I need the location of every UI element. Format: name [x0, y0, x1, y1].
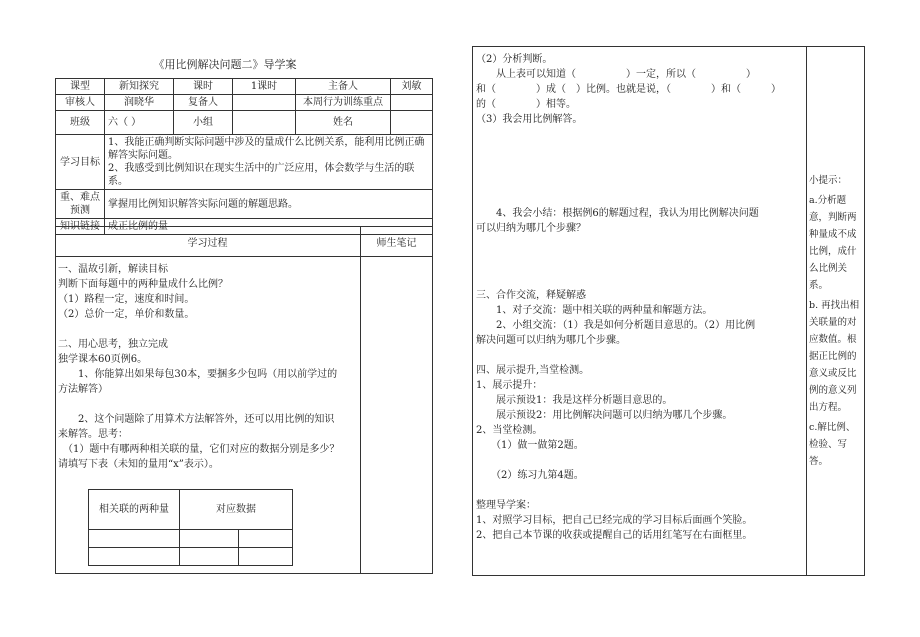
left-line: 方法解答） — [58, 384, 108, 395]
cell-group — [233, 111, 296, 135]
cell-coprep-label: 复备人 — [174, 95, 233, 111]
data-table-col2: 对应数据 — [180, 490, 293, 530]
left-line: 请填写下表（未知的量用“x”表示）。 — [58, 459, 219, 470]
right-line: 整理导学案： — [476, 500, 536, 511]
right-line — [476, 348, 755, 363]
right-line: 1、展示提升： — [476, 380, 543, 391]
cell-period-label: 课时 — [174, 79, 233, 95]
cell-reviewer-label: 审核人 — [56, 95, 105, 111]
data-table — [88, 489, 293, 566]
left-line: 一、温故引新，解读目标 — [58, 264, 168, 275]
cell-group-label: 小组 — [174, 111, 233, 135]
right-mid-content — [476, 206, 759, 236]
right-line: 和（ ）成（ ）比例。也就是说，（ ）和（ ） — [476, 84, 781, 95]
left-line — [58, 397, 339, 412]
right-line: （3）我会用比例解答。 — [476, 114, 583, 125]
left-line: （1）题中有哪两种相关联的量，它们对应的数据分别是多少？ — [58, 444, 340, 455]
right-line: 可以归纳为哪几个步骤？ — [476, 223, 586, 234]
right-line: 四、展示提升,当堂检测。 — [476, 365, 590, 376]
cell-reviewer: 润晓华 — [105, 95, 174, 111]
left-content — [58, 262, 339, 472]
right-line — [476, 453, 755, 468]
right-line — [476, 483, 755, 498]
right-line: 展示预设1：我是这样分析题目意思的。 — [476, 395, 673, 406]
tip-c: c.解比例、检验、写答。 — [809, 422, 856, 467]
data-table-cell[interactable] — [180, 548, 239, 566]
left-line: 独学课本60页例6。 — [58, 354, 148, 365]
cell-weekly-focus-label: 本周行为训练重点 — [296, 95, 391, 111]
cell-weekly-focus — [391, 95, 433, 111]
right-line: （1）做一做第2题。 — [476, 440, 584, 451]
notes-heading: 师生笔记 — [376, 238, 417, 249]
left-line: 2、这个问题除了用算术方法解答外，还可以用比例的知识 — [58, 414, 335, 425]
left-line: 来解答。思考： — [58, 429, 128, 440]
goal-1: 1、我能正确判断实际问题中涉及的量成什么比例关系，能利用比例正确解答实际问题。 — [108, 137, 425, 161]
right-line: 1、对照学习目标，把自己已经完成的学习目标后面画个笑脸。 — [476, 515, 753, 526]
tips-panel — [809, 172, 863, 470]
page-title: 《用比例解决问题二》导学案 — [153, 58, 297, 71]
cell-period: 1课时 — [233, 79, 296, 95]
cell-preparer-label: 主备人 — [296, 79, 391, 95]
data-table-cell[interactable] — [239, 530, 293, 548]
data-table-cell[interactable] — [239, 548, 293, 566]
cell-lesson-type: 新知探究 — [105, 79, 174, 95]
data-table-cell[interactable] — [89, 530, 180, 548]
right-line: 解决问题可以归纳为哪几个步骤。 — [476, 335, 626, 346]
cell-name-label: 姓名 — [296, 111, 391, 135]
cell-goals-label: 学习目标 — [56, 135, 105, 190]
right-line: 2、当堂检测。 — [476, 425, 543, 436]
cell-lesson-type-label: 课型 — [56, 79, 105, 95]
cell-key: 掌握用比例知识解答实际问题的解题思路。 — [105, 190, 433, 219]
process-heading: 学习过程 — [187, 238, 228, 249]
left-line: 判断下面每题中的两种量成什么比例？ — [58, 279, 228, 290]
right-low-content — [476, 288, 755, 543]
right-line: 1、对子交流：题中相关联的两种量和解题方法。 — [476, 305, 713, 316]
right-line: 4、我会小结：根据例6的解题过程，我认为用比例解决问题 — [476, 208, 759, 219]
right-line: 从上表可以知道（ ）一定，所以（ ） — [476, 69, 756, 80]
data-table-col1: 相关联的两种量 — [89, 490, 180, 530]
cell-goals — [105, 135, 433, 190]
cell-key-label: 重、难点预测 — [56, 190, 105, 219]
right-line: 展示预设2：用比例解决问题可以归纳为哪几个步骤。 — [476, 410, 733, 421]
data-table-cell[interactable] — [89, 548, 180, 566]
right-line: 2、把自己本节课的收获或提醒自己的话用红笔写在右面框里。 — [476, 530, 753, 541]
right-top-content — [476, 52, 781, 127]
tips-title: 小提示： — [809, 175, 848, 186]
left-line: 二、用心思考，独立完成 — [58, 339, 168, 350]
cell-coprep — [233, 95, 296, 111]
goal-2: 2、我感受到比例知识在现实生活中的广泛应用，体会数学与生活的联系。 — [108, 163, 415, 187]
right-line: 2、小组交流：（1）我是如何分析题目意思的。（2）用比例 — [476, 320, 756, 331]
tip-b: b. 再找出相关联量的对应数值。根据正比例的意义或反比例的意义列出方程。 — [809, 300, 860, 413]
left-line: （1）路程一定，速度和时间。 — [58, 294, 195, 305]
cell-class-label: 班级 — [56, 111, 105, 135]
right-line: 三、合作交流，释疑解惑 — [476, 290, 586, 301]
right-line: （2）分析判断。 — [476, 54, 553, 65]
tip-a: a.分析题意，判断两种量成不成比例，成什么比例关系。 — [809, 195, 857, 291]
cell-link: 成正比例的量 — [105, 219, 433, 235]
left-line — [58, 322, 339, 337]
cell-preparer: 刘敏 — [391, 79, 433, 95]
header-table — [55, 78, 433, 235]
right-line: （2）练习九第4题。 — [476, 470, 584, 481]
cell-name — [391, 111, 433, 135]
left-line: （2）总价一定，单价和数量。 — [58, 309, 195, 320]
cell-class: 六（ ） — [105, 111, 174, 135]
data-table-cell[interactable] — [180, 530, 239, 548]
left-line: 1、你能算出如果每包30本，要捆多少包吗（用以前学过的 — [58, 369, 338, 380]
cell-link-label: 知识链接 — [56, 219, 105, 235]
right-line: 的（ ）相等。 — [476, 99, 576, 110]
